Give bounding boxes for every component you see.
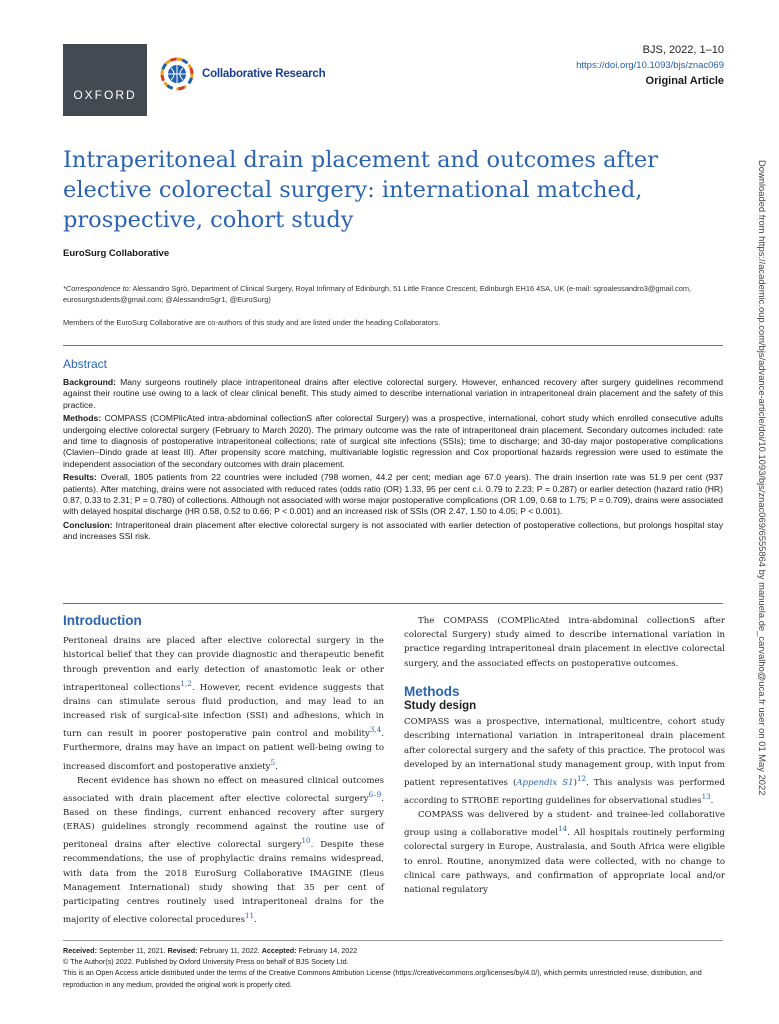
background-text: Many surgeons routinely place intraperitoneal drains after elective colorectal surgery. However, enhanced recovery after surgery guidelines recommend against their routine use owing to a lack of clear clinical benefit. This study aimed to describe international variation in intraperitoneal drain placement and the safety of this practice.: [63, 377, 723, 410]
methods-label: Methods:: [63, 413, 102, 424]
license-line: This is an Open Access article distributed under the terms of the Creative Commons Attribution License (https://creativecommons.org/licenses/by/4.0/), which permits unrestricted reuse, distribution, and reproduction in any medium, provided the original work is properly cited.: [63, 968, 702, 989]
citation-ref[interactable]: 3,4: [369, 725, 382, 735]
collaborative-research-badge: [160, 56, 325, 92]
copyright-line: © The Author(s) 2022. Published by Oxford University Press on behalf of BJS Society Ltd.: [63, 957, 349, 967]
abstract-conclusion: [63, 520, 723, 543]
intro-paragraph-1: [63, 634, 384, 773]
background-label: Background:: [63, 377, 116, 387]
collaborative-research-globe-icon: [160, 57, 194, 91]
intro-paragraph-2: [63, 774, 384, 928]
intro-p1-text: . Furthermore, drains may have an impact on patient well-being owing to increased discomfort and postoperative anxiety: [63, 729, 384, 772]
methods-text: COMPASS (COMPlicAted intra-abdominal collectionS after colorectal Surgery) was a prospective, international, cohort study which enrolled consecutive adults undergoing elective colorectal surgery (February to March 2020). The primary outcome was the rate of intraperitoneal drain placement. Secondary outcomes included: rate and time to diagnosis of postoperative intraperitoneal collections; rate of surgical site infections (SSIs); time to discharge; and 30-day major postoperative complications (Clavien–Dindo grade at least III). After propensity score matching, multivariable logistic regression and Cox proportional hazards regression were used to estimate the independent association of the secondary outcomes with drain placement.: [63, 413, 723, 469]
dates-line: [63, 945, 728, 956]
masthead: [576, 44, 724, 87]
right-column: [404, 614, 725, 897]
citation-ref[interactable]: 14: [558, 824, 568, 834]
accepted-date: February 14, 2022: [296, 946, 358, 955]
methods-paragraph-2: [404, 808, 725, 897]
series-label: Collaborative Research: [202, 68, 326, 80]
intro-p1-text: Peritoneal drains are placed after elective colorectal surgery in the historical belief that they can provide diagnostic and therapeutic benefit through prevention and early detection of anastomotic leak or other intraperitoneal collections: [63, 636, 384, 693]
appendix-link[interactable]: Appendix S1: [516, 777, 574, 788]
article-type: Original Article: [645, 75, 724, 87]
abstract-bottom-rule: [63, 603, 723, 604]
received-label: Received:: [63, 946, 97, 955]
members-note: Members of the EuroSurg Collaborative are co-authors of this study and are listed under the heading Collaborators.: [63, 318, 441, 327]
citation-ref[interactable]: 12: [576, 774, 587, 784]
citation-ref[interactable]: 11: [245, 911, 255, 921]
results-label: Results:: [63, 472, 97, 483]
intro-p1-text: .: [275, 761, 278, 772]
abstract-top-rule: [63, 345, 723, 346]
accepted-label: Accepted:: [261, 946, 297, 955]
download-note-text: Downloaded from https://academic.oup.com/bjs/advance-article/doi/10.1093/bjs/znac069/6555864 by manuela.de_carvalho@uca.fr user on 01 May 2022: [757, 160, 768, 796]
aim-paragraph: The COMPASS (COMPlicAted intra-abdominal collectionS after colorectal Surgery) study aimed to describe international variation in practice regarding intraperitoneal drain placement in elective colorectal surgery, and the associated effects on postoperative outcomes.: [404, 616, 725, 669]
journal-citation: BJS, 2022, 1–10: [642, 44, 724, 56]
footer: [63, 945, 728, 990]
intro-p2-text: Recent evidence has shown no effect on measured clinical outcomes associated with drain placement after elective colorectal surgery: [63, 775, 384, 804]
citation-ref[interactable]: 6–9: [368, 789, 382, 799]
methods-p1-text: ): [573, 777, 577, 788]
abstract-body: [63, 377, 723, 545]
conclusion-text: Intraperitoneal drain placement after elective colorectal surgery is not associated with earlier detection of postoperative collections, but prolongs hospital stay and increases SSI risk.: [63, 519, 723, 542]
methods-p1-text: COMPASS was a prospective, international, multicentre, cohort study describing international variation in intraperitoneal drain placement after colorectal surgery and the safety of this practice. The protocol was developed by an international study management group, with input from patient representatives (: [404, 717, 725, 788]
intro-p2-text: . Based on these findings, current enhanced recovery after surgery (ERAS) guidelines strongly recommend against the routine use of peritoneal drains after elective colorectal surgery: [63, 793, 384, 851]
abstract-results: [63, 472, 723, 518]
abstract-methods: [63, 413, 723, 470]
study-design-heading: Study design: [404, 700, 477, 713]
correspondence: [63, 283, 728, 305]
methods-heading: Methods: [404, 683, 460, 699]
citation-ref[interactable]: 5: [270, 757, 276, 767]
download-side-note: [756, 160, 770, 1020]
abstract-background: [63, 377, 723, 411]
correspondence-text: Alessandro Sgrò, Department of Clinical Surgery, Royal Infirmary of Edinburgh, 51 Little France Crescent, Edinburgh EH16 4SA, UK (e-mail: sgroalessandro3@gmail.com, eurosurgstudents@gmail.com; @AlessandroSgr1, @EuroSurg): [63, 284, 692, 304]
oxford-logo: [63, 44, 147, 116]
methods-paragraph-1: [404, 715, 725, 808]
conclusion-label: Conclusion:: [63, 519, 113, 530]
citation-ref[interactable]: 10: [301, 836, 311, 846]
citation-ref[interactable]: 13: [701, 792, 711, 802]
intro-p2-text: .: [254, 915, 257, 926]
authors: EuroSurg Collaborative: [63, 248, 170, 259]
citation-ref[interactable]: 1,2: [180, 678, 192, 688]
abstract-heading: Abstract: [63, 357, 108, 371]
methods-p1-text: . This analysis was performed according to STROBE reporting guidelines for observational studies: [404, 777, 725, 806]
publisher-name: OXFORD: [73, 88, 137, 102]
left-column: [63, 614, 384, 927]
revised-label: Revised:: [167, 946, 198, 955]
methods-p2-text: COMPASS was delivered by a student- and trainee-led collaborative group using a collaborative model: [404, 810, 725, 839]
footer-rule: [63, 940, 723, 941]
intro-p2-text: . Despite these recommendations, the use of prophylactic drains remains widespread, with data from the 2018 EuroSurg Collaborative IMAGINE (Ileus Management International) study showing that 35 per cent of participating centres routinely used intraperitoneal drains for the majority of elective colorectal procedures: [63, 840, 384, 926]
intro-p1-text: . However, recent evidence suggests that drains can stimulate serous fluid production, and may lead to an increased risk of surgical-site infection (SSI) and adhesions, which in turn can result in poorer postoperative pain control and mobility: [63, 682, 385, 740]
received-date: September 11, 2021.: [96, 946, 166, 955]
correspondence-label: *Correspondence to:: [63, 284, 131, 293]
introduction-heading: Introduction: [63, 613, 142, 628]
doi-link[interactable]: https://doi.org/10.1093/bjs/znac069: [576, 60, 724, 71]
article-title: Intraperitoneal drain placement and outcomes after elective colorectal surgery: international matched, prospective, cohort study: [63, 147, 658, 233]
methods-p1-text: .: [710, 795, 714, 806]
results-text: Overall, 1805 patients from 22 countries were included (798 women, 44.2 per cent; median age 67.0 years). The drain insertion rate was 51.9 per cent (937 patients). After matching, drains were not associated with reduced rates (odds ratio (OR) 1.33, 95 per cent c.i. 0.79 to 2.23; P = 0.287) or earlier detection (hazard ratio (HR) 0.87, 0.33 to 2.31; P = 0.780) of collections. Although not associated with worse major postoperative complications (OR 1.09, 0.68 to 1.75; P = 0.709), drains were associated with delayed hospital discharge (HR 0.58, 0.52 to 0.66; P < 0.001) and an increased risk of SSIs (OR 2.47, 1.50 to 4.05; P < 0.001).: [63, 472, 723, 517]
revised-date: February 11, 2022.: [197, 946, 260, 955]
methods-p2-text: . All hospitals routinely performing colorectal surgery in Europe, Australasia, and South Africa were eligible to enrol. Routine, anonymized data were collected, with no change to clinical care pathways, and confirmation of appropriate local and/or national regulatory: [404, 828, 725, 896]
